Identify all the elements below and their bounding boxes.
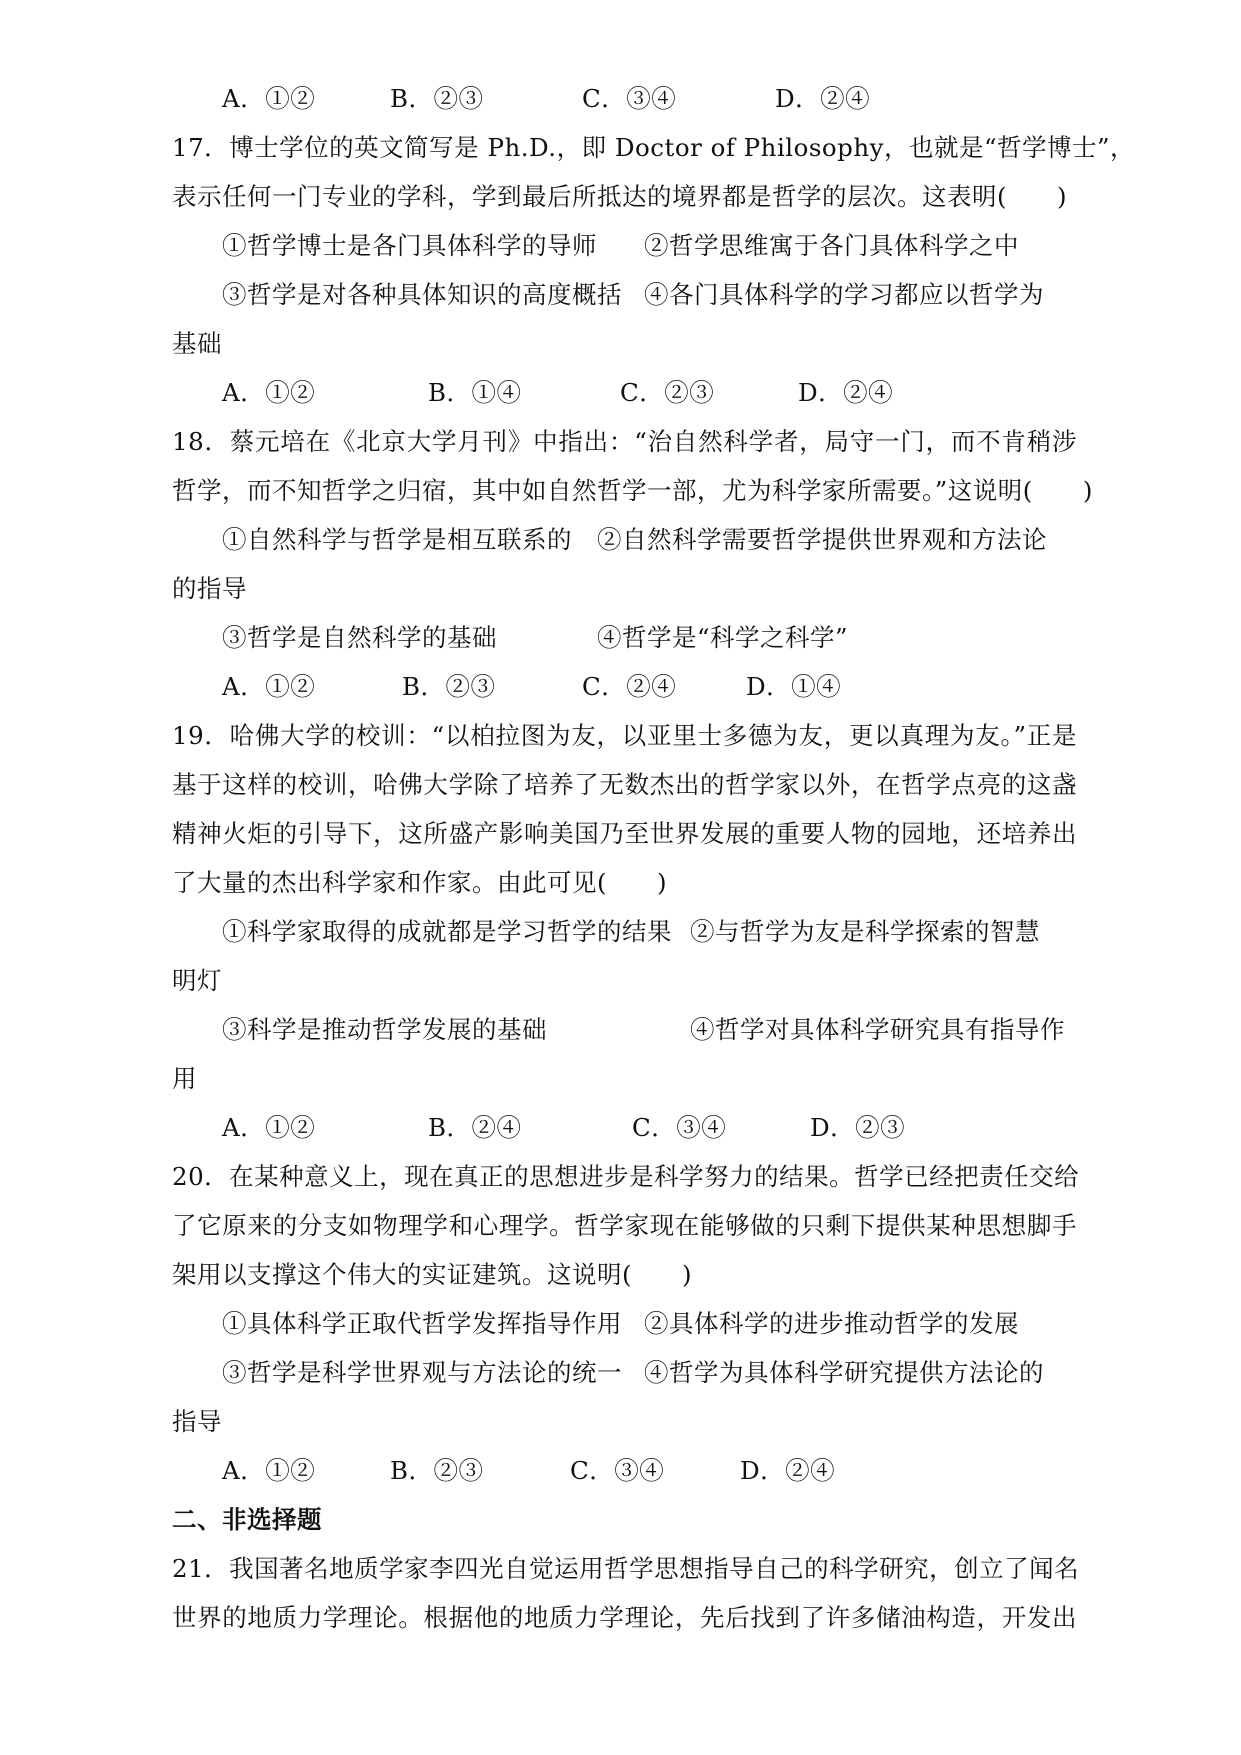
- q17-options: [172, 378, 1077, 408]
- q19-stem-line-3: 精神火炬的引导下，这所盛产影响美国乃至世界发展的重要人物的园地，还培养出: [172, 819, 1077, 848]
- q17-stem-line-2: 表示任何一门专业的学科，学到最后所抵达的境界都是哲学的层次。这表明( ): [172, 182, 1068, 211]
- q19-stem-line-2: 基于这样的校训，哈佛大学除了培养了无数杰出的哲学家以外，在哲学点亮的这盏: [172, 770, 1077, 799]
- q20-choice-1: ①具体科学正取代哲学发挥指导作用: [222, 1309, 622, 1338]
- q17-choice-1: ①哲学博士是各门具体科学的导师: [222, 231, 597, 260]
- q18-option-c: C．②④: [582, 672, 677, 701]
- q19-choice-1: ①科学家取得的成就都是学习哲学的结果: [222, 917, 672, 946]
- q21-stem-line-2: 世界的地质力学理论。根据他的地质力学理论，先后找到了许多储油构造，开发出: [172, 1603, 1077, 1632]
- q20-choices-row-2: [172, 1358, 1077, 1388]
- q20-option-d: D．②④: [740, 1456, 836, 1485]
- q18-choice-2-wrap: 的指导: [172, 574, 247, 603]
- q19-stem-line-1: 19．哈佛大学的校训：“以柏拉图为友，以亚里士多德为友，更以真理为友。”正是: [172, 721, 1077, 750]
- q20-choices-row-1: [172, 1309, 1077, 1339]
- q19-choice-2-wrap: 明灯: [172, 966, 222, 995]
- q20-option-a: A．①②: [222, 1456, 316, 1485]
- q19-choice-3: ③科学是推动哲学发展的基础: [222, 1015, 547, 1044]
- q18-options: [172, 672, 1077, 702]
- q19-option-c: C．③④: [632, 1113, 727, 1142]
- q17-choice-2: ②哲学思维寓于各门具体科学之中: [644, 231, 1019, 260]
- q18-option-a: A．①②: [222, 672, 316, 701]
- q17-choice-4-wrap: 基础: [172, 329, 222, 358]
- q18-choice-2: ②自然科学需要哲学提供世界观和方法论: [597, 525, 1047, 554]
- q19-option-b: B．②④: [428, 1113, 522, 1142]
- q16-option-d: D．②④: [775, 84, 871, 113]
- q18-stem-line-1: 18．蔡元培在《北京大学月刊》中指出：“治自然科学者，局守一门，而不肯稍涉: [172, 427, 1077, 456]
- q18-choice-1: ①自然科学与哲学是相互联系的: [222, 525, 572, 554]
- q17-choice-3: ③哲学是对各种具体知识的高度概括: [222, 280, 622, 309]
- q20-options: [172, 1456, 1077, 1486]
- q17-choices-row-1: [172, 231, 1077, 261]
- q18-option-b: B．②③: [402, 672, 496, 701]
- q20-option-c: C．③④: [570, 1456, 665, 1485]
- q18-choices-row-1: [172, 525, 1077, 555]
- q21-stem-line-1: 21．我国著名地质学家李四光自觉运用哲学思想指导自己的科学研究，创立了闻名: [172, 1554, 1080, 1583]
- q17-choices-row-2: [172, 280, 1077, 310]
- q20-stem-line-2: 了它原来的分支如物理学和心理学。哲学家现在能够做的只剩下提供某种思想脚手: [172, 1211, 1077, 1240]
- q20-choice-4: ④哲学为具体科学研究提供方法论的: [644, 1358, 1044, 1387]
- q19-choice-4-wrap: 用: [172, 1064, 197, 1093]
- q16-option-b: B．②③: [390, 84, 484, 113]
- q19-choice-4: ④哲学对具体科学研究具有指导作: [690, 1015, 1065, 1044]
- q17-option-c: C．②③: [620, 378, 715, 407]
- q17-stem-line-1: 17．博士学位的英文简写是 Ph.D.，即 Doctor of Philosophy，也就是“哲学博士”，: [172, 133, 1136, 162]
- q20-option-b: B．②③: [390, 1456, 484, 1485]
- q20-stem-line-1: 20．在某种意义上，现在真正的思想进步是科学努力的结果。哲学已经把责任交给: [172, 1162, 1080, 1191]
- q17-option-b: B．①④: [428, 378, 522, 407]
- q17-option-a: A．①②: [222, 378, 316, 407]
- q18-option-d: D．①④: [746, 672, 842, 701]
- q18-stem-line-2: 哲学，而不知哲学之归宿，其中如自然哲学一部，尤为科学家所需要。”这说明( ): [172, 476, 1093, 505]
- q16-options: [172, 84, 1077, 114]
- q19-choices-row-2: [172, 1015, 1077, 1045]
- section-2-heading: 二、非选择题: [172, 1505, 322, 1534]
- q20-choice-3: ③哲学是科学世界观与方法论的统一: [222, 1358, 622, 1387]
- q16-option-a: A．①②: [222, 84, 316, 113]
- q18-choices-row-2: [172, 623, 1077, 653]
- q19-options: [172, 1113, 1077, 1143]
- q17-choice-4: ④各门具体科学的学习都应以哲学为: [644, 280, 1044, 309]
- q19-option-d: D．②③: [810, 1113, 906, 1142]
- q20-stem-line-3: 架用以支撑这个伟大的实证建筑。这说明( ): [172, 1260, 693, 1289]
- q19-choice-2: ②与哲学为友是科学探索的智慧: [690, 917, 1040, 946]
- q17-option-d: D．②④: [798, 378, 894, 407]
- q20-choice-2: ②具体科学的进步推动哲学的发展: [644, 1309, 1019, 1338]
- q19-stem-line-4: 了大量的杰出科学家和作家。由此可见( ): [172, 868, 668, 897]
- q16-option-c: C．③④: [582, 84, 677, 113]
- q19-option-a: A．①②: [222, 1113, 316, 1142]
- q20-choice-4-wrap: 指导: [172, 1407, 222, 1436]
- q19-choices-row-1: [172, 917, 1077, 947]
- q18-choice-4: ④哲学是“科学之科学”: [597, 623, 849, 652]
- q18-choice-3: ③哲学是自然科学的基础: [222, 623, 497, 652]
